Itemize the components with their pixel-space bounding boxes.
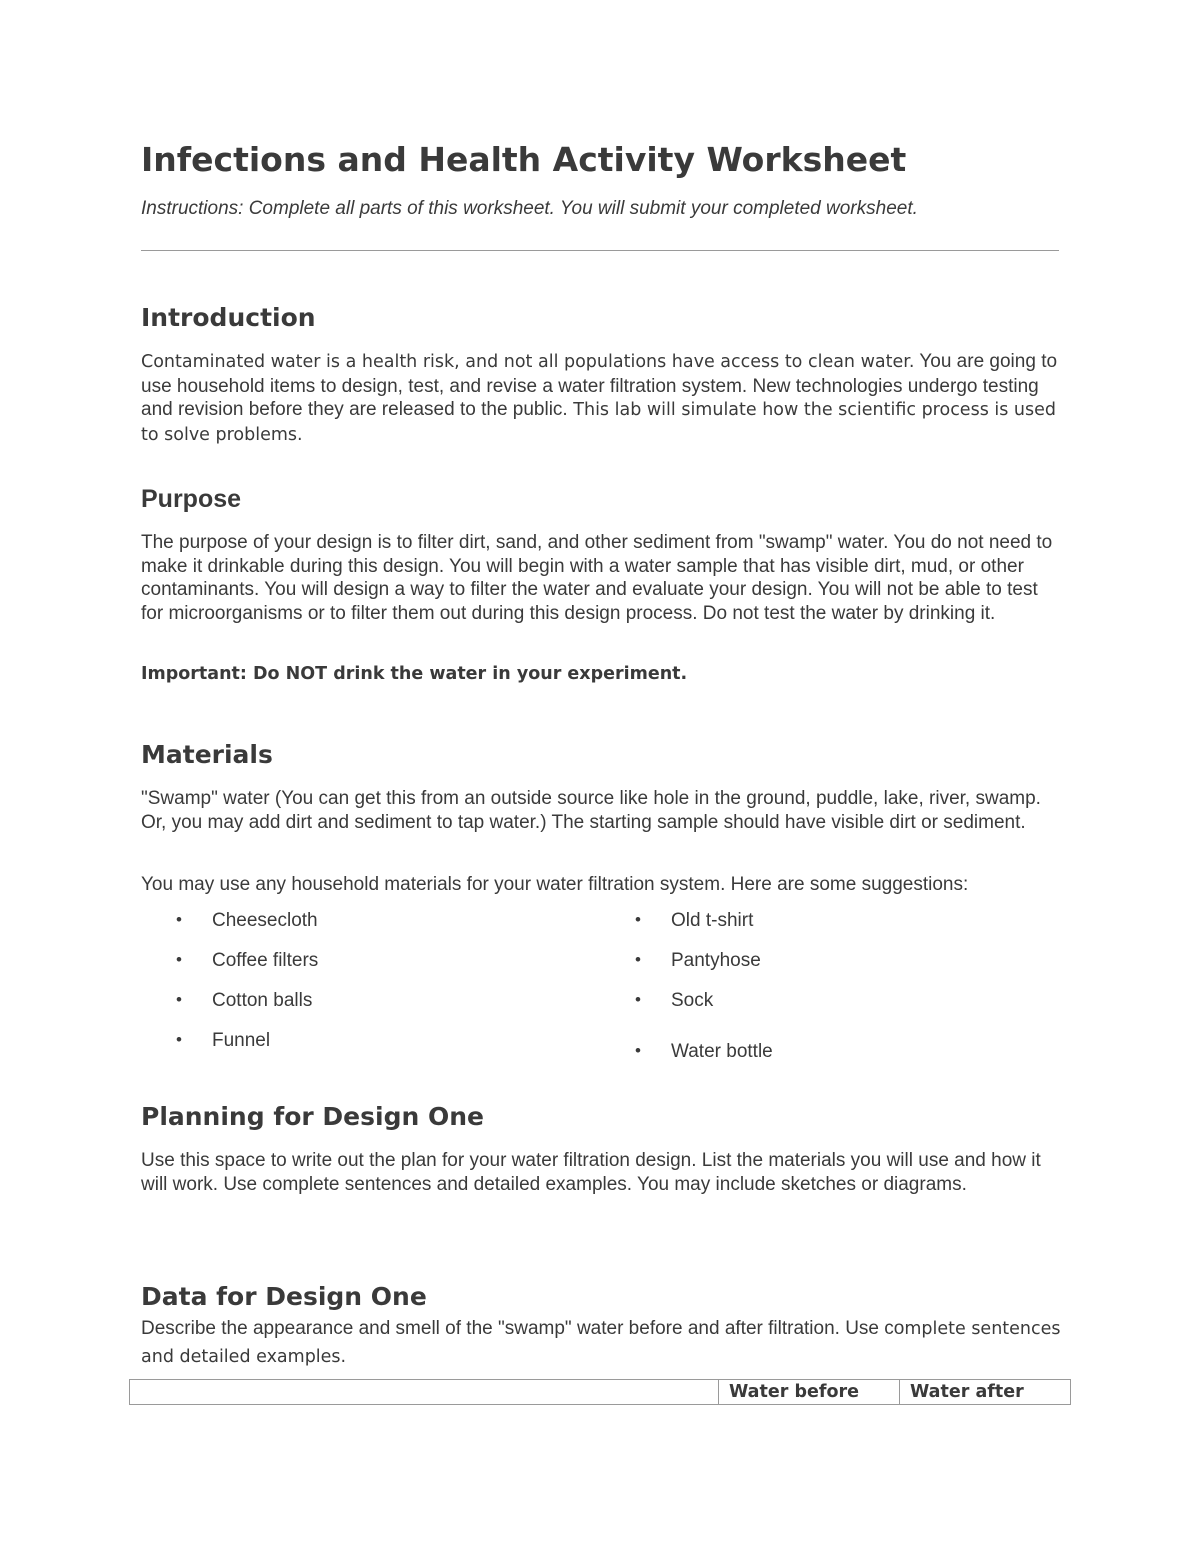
table-header-blank[interactable]	[130, 1380, 719, 1405]
bullet-icon: •	[635, 910, 641, 929]
list-item-label: Coffee filters	[212, 950, 319, 971]
data-text-a: Describe the appearance and smell of the "swamp" water before and after filtration. Use co	[141, 1318, 905, 1339]
materials-suggestions: You may use any household materials for your water filtration system. Here are some suggestions:	[141, 874, 969, 895]
list-item	[635, 910, 754, 932]
planning-text: Use this space to write out the plan for your water filtration design. List the materials you will use and how it will work. Use complete sentences and detailed examples. You may include sketches or diagrams.	[141, 1150, 1041, 1195]
page-title: Infections and Health Activity Worksheet	[141, 140, 907, 179]
data-text-b: mplete sentences and detailed examples.	[141, 1319, 1061, 1367]
list-item-label: Cheesecloth	[212, 910, 318, 931]
table-header-water-after[interactable]: Water after	[900, 1380, 1071, 1405]
bullet-icon: •	[176, 910, 182, 929]
bullet-icon: •	[635, 990, 641, 1009]
bullet-icon: •	[176, 950, 182, 969]
planning-heading: Planning for Design One	[141, 1102, 484, 1131]
list-item	[635, 1041, 773, 1063]
list-item-label: Old t-shirt	[671, 910, 754, 931]
materials-heading: Materials	[141, 740, 273, 769]
introduction-text	[141, 350, 1061, 447]
introduction-text-b: You are going to use household items to design, test, and revise a water filtration system. New technologies undergo testing and revision before they are released to the public.	[141, 351, 1058, 420]
instructions-text: Instructions: Complete all parts of this worksheet. You will submit your completed worksheet.	[141, 198, 918, 219]
data-table	[129, 1379, 1071, 1405]
list-item	[176, 910, 318, 932]
list-item	[635, 990, 714, 1012]
list-item-label: Pantyhose	[671, 950, 761, 971]
list-item	[176, 950, 319, 972]
important-warning: Important: Do NOT drink the water in your experiment.	[141, 664, 688, 684]
data-text	[141, 1315, 1061, 1371]
list-item-label: Water bottle	[671, 1041, 773, 1062]
table-row	[130, 1380, 1071, 1405]
list-item-label: Sock	[671, 990, 714, 1011]
list-item	[635, 950, 761, 972]
title-divider	[141, 250, 1059, 251]
list-item	[176, 1030, 271, 1052]
list-item-label: Cotton balls	[212, 990, 313, 1011]
purpose-heading: Purpose	[141, 485, 242, 513]
bullet-icon: •	[635, 1041, 641, 1060]
list-item	[176, 990, 313, 1012]
introduction-heading: Introduction	[141, 303, 316, 332]
table-header-water-before[interactable]: Water before	[719, 1380, 900, 1405]
introduction-text-a: Contaminated water is a health risk, and not all populations have access to clean water.	[141, 352, 915, 372]
bullet-icon: •	[176, 990, 182, 1009]
introduction-text-c: This lab will simulate how the scientific process is used to solve problems.	[141, 400, 1057, 445]
data-heading: Data for Design One	[141, 1282, 427, 1311]
purpose-text: The purpose of your design is to filter dirt, sand, and other sediment from "swamp" water. You do not need to make it drinkable during this design. You will begin with a water sample that has visible dirt, mud, or other contaminants. You will design a way to filter the water and evaluate your design. You will not be able to test for microorganisms or to filter them out during this design process. Do not test the water by drinking it.	[141, 532, 1053, 624]
bullet-icon: •	[635, 950, 641, 969]
materials-text: "Swamp" water (You can get this from an outside source like hole in the ground, puddle, lake, river, swamp. Or, you may add dirt and sediment to tap water.) The starting sample should have visible dirt or sediment.	[141, 788, 1041, 833]
bullet-icon: •	[176, 1030, 182, 1049]
list-item-label: Funnel	[212, 1030, 271, 1051]
